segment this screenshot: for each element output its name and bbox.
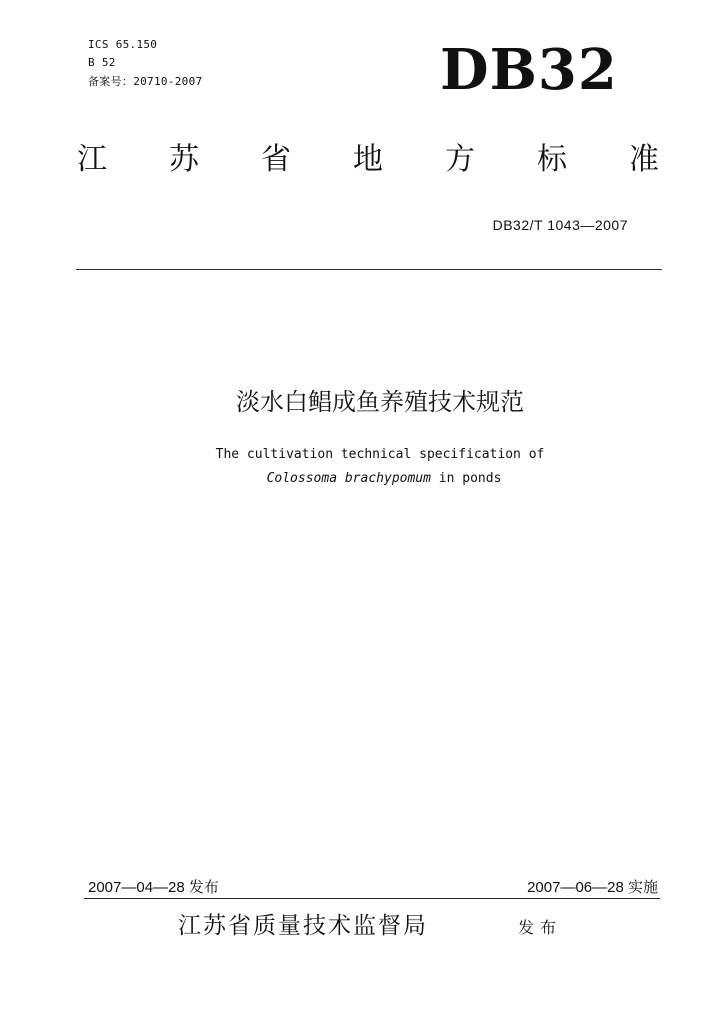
standard-type-char: 江 (77, 142, 107, 177)
standard-type-char: 标 (537, 142, 567, 177)
implementation-date: 2007—06—28 实施 (527, 879, 658, 896)
species-genus: Colossoma (266, 471, 338, 486)
standard-type-title (0, 140, 724, 180)
issuing-authority: 江苏省质量技术监督局 (178, 913, 428, 939)
standard-code-mark: DB32 (440, 37, 618, 103)
species-epithet: brachypomum (344, 471, 431, 486)
header-divider (76, 269, 662, 270)
standard-type-char: 地 (353, 142, 383, 177)
document-title-chinese: 淡水白鲳成鱼养殖技术规范 (236, 388, 524, 416)
standard-type-char: 方 (445, 142, 475, 177)
standard-type-char: 准 (629, 142, 659, 177)
record-number: 备案号：20710-2007 (88, 75, 203, 88)
classification-code: B 52 (88, 56, 116, 69)
standard-number: DB32/T 1043—2007 (492, 217, 628, 233)
title-suffix: in ponds (438, 471, 502, 486)
standard-type-char: 省 (261, 142, 291, 177)
document-title-english-line2 (0, 470, 724, 488)
issue-label: 发布 (518, 918, 563, 937)
issue-date: 2007—04—28 发布 (88, 879, 219, 896)
ics-code: ICS 65.150 (88, 38, 158, 51)
date-bar (84, 878, 660, 899)
standard-type-char: 苏 (169, 142, 199, 177)
document-title-english-line1: The cultivation technical specification of (215, 447, 545, 462)
